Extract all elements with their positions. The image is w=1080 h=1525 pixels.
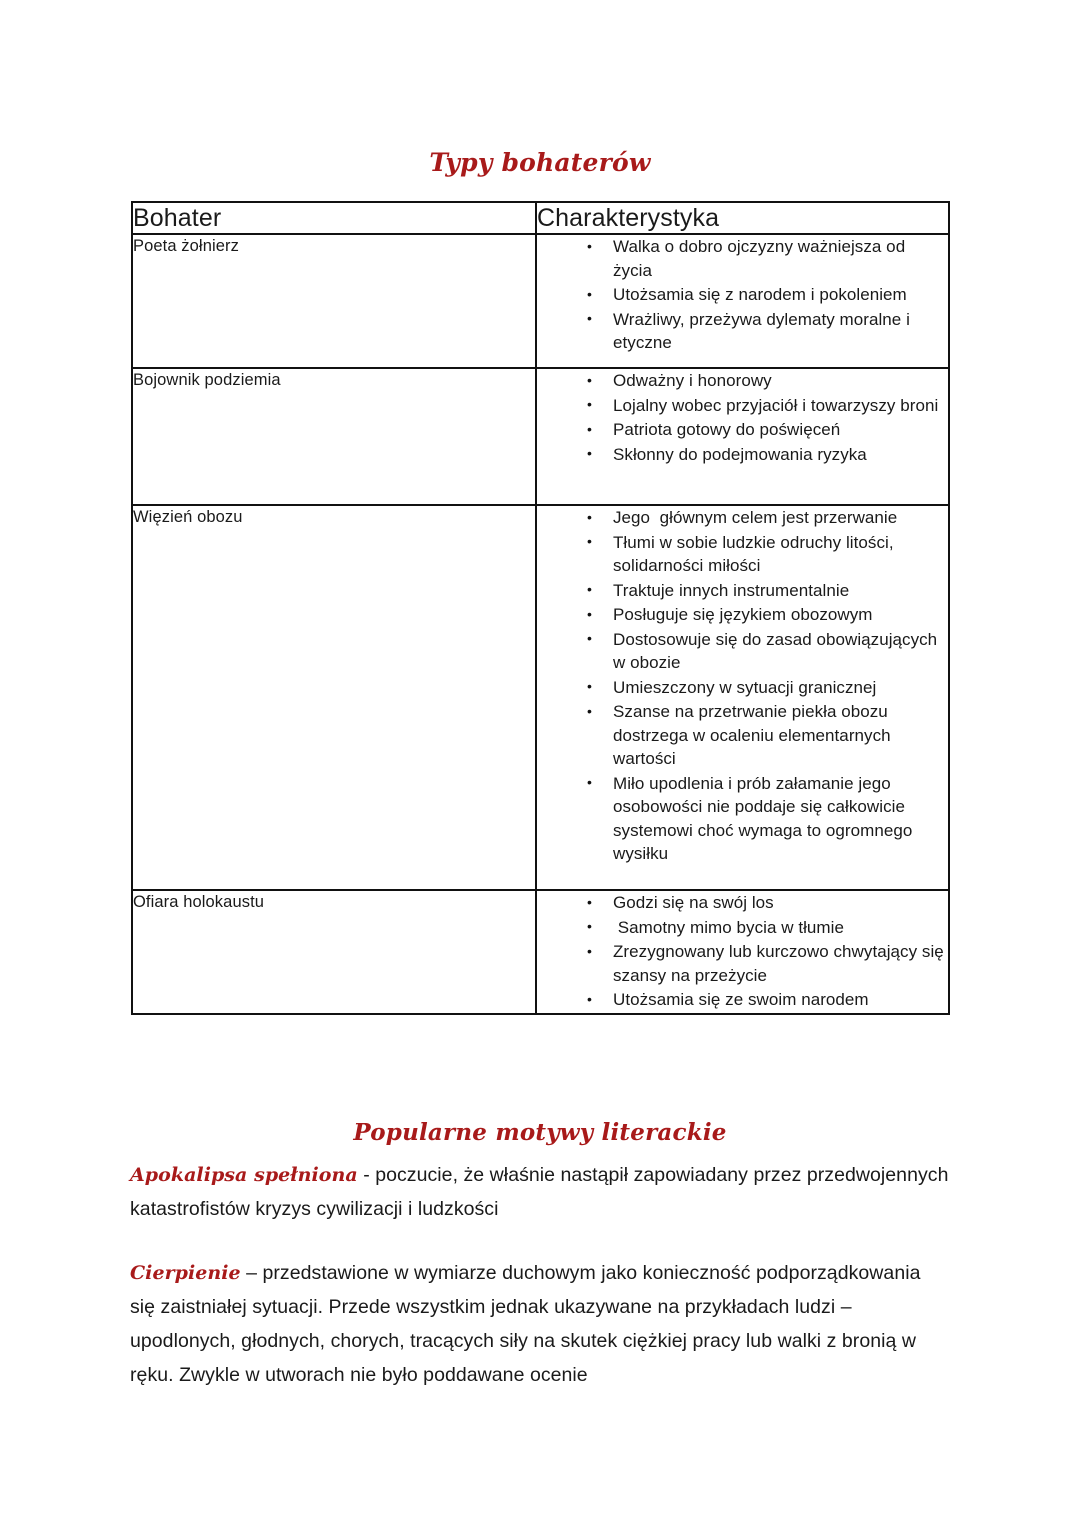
list-item: • Wrażliwy, przeżywa dylematy moralne i etyczne: [613, 308, 948, 355]
characteristics-list: [537, 235, 948, 355]
list-item: • Samotny mimo bycia w tłumie: [613, 916, 948, 940]
motif-paragraph: [130, 1158, 950, 1226]
hero-name-cell: Więzień obozu: [132, 505, 536, 890]
motif-term: Apokalipsa spełniona: [130, 1163, 358, 1186]
table-row: [132, 234, 949, 368]
characteristics-cell: [536, 890, 949, 1014]
list-item: • Patriota gotowy do poświęceń: [613, 418, 948, 442]
characteristics-cell: [536, 368, 949, 505]
table-row: [132, 368, 949, 505]
list-item: • Miło upodlenia i prób załamanie jego osobowości nie poddaje się całkowicie systemowi choć wymaga to ogromnego wysiłku: [613, 772, 948, 866]
section-heading-motifs: Popularne motywy literackie: [353, 1119, 727, 1147]
characteristics-list: [537, 506, 948, 866]
list-item: • Traktuje innych instrumentalnie: [613, 579, 948, 603]
hero-types-table: [131, 201, 950, 1015]
motif-description: - poczucie, że właśnie nastąpił zapowiadany przez przedwojennych katastrofistów kryzys cywilizacji i ludzkości: [130, 1163, 949, 1220]
page-title: Typy bohaterów: [429, 147, 651, 177]
characteristics-cell: [536, 505, 949, 890]
hero-name-cell: Bojownik podziemia: [132, 368, 536, 505]
list-item: • Utożsamia się ze swoim narodem: [613, 988, 948, 1012]
table-row: [132, 890, 949, 1014]
list-item: • Zrezygnowany lub kurczowo chwytający się szansy na przeżycie: [613, 940, 948, 987]
list-item: • Tłumi w sobie ludzkie odruchy litości, solidarności miłości: [613, 531, 948, 578]
list-item: • Dostosowuje się do zasad obowiązujących w obozie: [613, 628, 948, 675]
characteristics-list: [537, 369, 948, 466]
list-item: • Szanse na przetrwanie piekła obozu dostrzega w ocaleniu elementarnych wartości: [613, 700, 948, 771]
list-item: • Skłonny do podejmowania ryzyka: [613, 443, 948, 467]
characteristics-list: [537, 891, 948, 1012]
list-item: • Posługuje się językiem obozowym: [613, 603, 948, 627]
list-item: • Lojalny wobec przyjaciół i towarzyszy broni: [613, 394, 948, 418]
motif-description: – przedstawione w wymiarze duchowym jako konieczność podporządkowania się zaistniałej sytuacji. Przede wszystkim jednak ukazywane na przykładach ludzi – upodlonych, głodnych, chorych, tracących siły na skutek ciężkiej pracy lub walki z bronią w ręku. Zwykle w utworach nie było poddawane ocenie: [130, 1261, 921, 1386]
list-item: • Utożsamia się z narodem i pokoleniem: [613, 283, 948, 307]
list-item: • Godzi się na swój los: [613, 891, 948, 915]
list-item: • Walka o dobro ojczyzny ważniejsza od życia: [613, 235, 948, 282]
table-row: [132, 505, 949, 890]
characteristics-cell: [536, 234, 949, 368]
motif-term: Cierpienie: [130, 1261, 241, 1284]
table-header-row: [132, 202, 949, 234]
column-header-hero: Bohater: [132, 202, 536, 234]
motif-paragraph: [130, 1256, 950, 1392]
hero-name-cell: Poeta żołnierz: [132, 234, 536, 368]
hero-name-cell: Ofiara holokaustu: [132, 890, 536, 1014]
list-item: • Umieszczony w sytuacji granicznej: [613, 676, 948, 700]
column-header-characteristics: Charakterystyka: [536, 202, 949, 234]
list-item: • Jego głównym celem jest przerwanie: [613, 506, 948, 530]
list-item: • Odważny i honorowy: [613, 369, 948, 393]
